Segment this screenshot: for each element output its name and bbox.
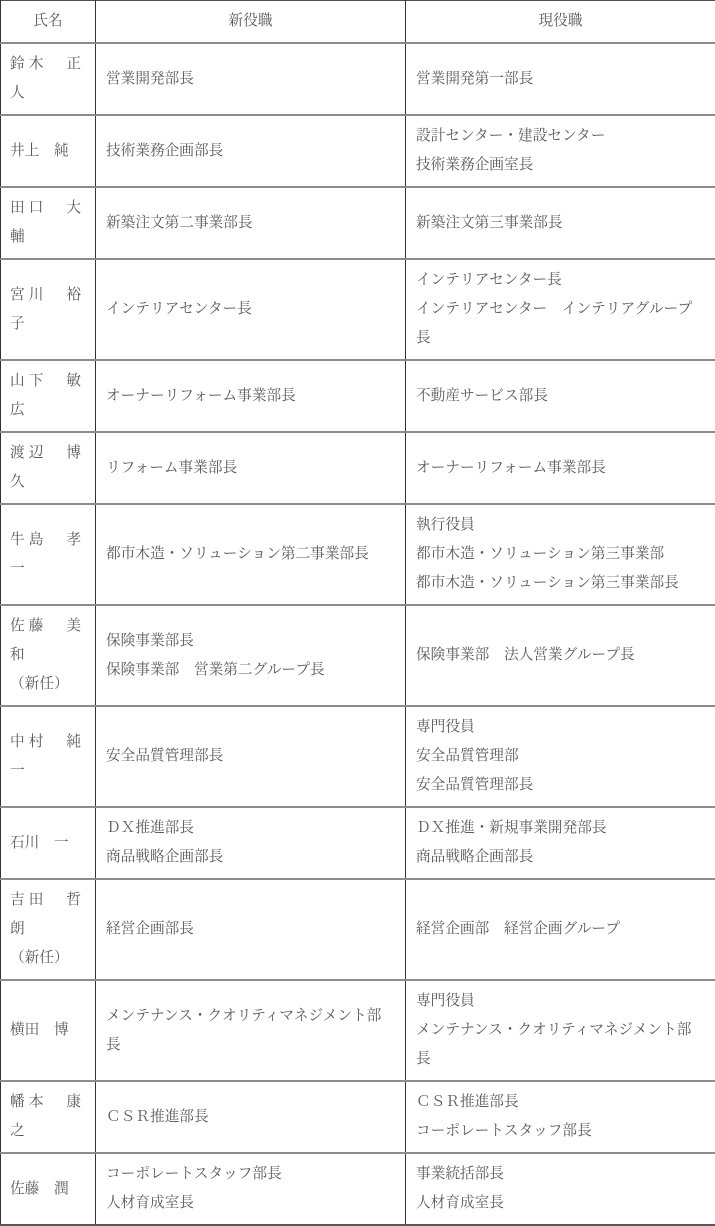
position-line: インテリアセンター長 bbox=[416, 266, 703, 295]
new-position-cell bbox=[96, 43, 406, 115]
table-row bbox=[1, 43, 715, 115]
name-cell bbox=[1, 115, 96, 187]
table-row bbox=[1, 432, 715, 504]
position-line: メンテナンス・クオリティマネジメント部長 bbox=[416, 1016, 703, 1074]
position-line: インテリアセンター インテリアグループ長 bbox=[416, 295, 703, 353]
name-cell bbox=[1, 807, 96, 879]
person-name: 石川 一 bbox=[10, 829, 81, 858]
position-line: 技術業務企画室長 bbox=[416, 151, 703, 180]
current-position-cell bbox=[406, 187, 715, 259]
person-name: 宮川 裕子 bbox=[10, 281, 81, 339]
new-position-cell bbox=[96, 187, 406, 259]
person-name: 渡辺 博久 bbox=[10, 439, 81, 497]
position-line: 保険事業部 法人営業グループ長 bbox=[416, 641, 703, 670]
position-line: 事業統括部長 bbox=[416, 1160, 703, 1189]
new-position-cell bbox=[96, 605, 406, 706]
position-line: 商品戦略企画部長 bbox=[106, 843, 393, 872]
table-row bbox=[1, 360, 715, 432]
person-name: 佐藤 潤 bbox=[10, 1175, 81, 1204]
position-line: 人材育成室長 bbox=[106, 1189, 393, 1218]
position-line: ＤＸ推進部長 bbox=[106, 814, 393, 843]
position-line: 不動産サービス部長 bbox=[416, 382, 703, 411]
position-line: 人材育成室長 bbox=[416, 1189, 703, 1218]
position-line: 都市木造・ソリューション第三事業部 bbox=[416, 540, 703, 569]
new-appointment-note: （新任） bbox=[10, 944, 81, 973]
header-row bbox=[1, 1, 715, 44]
position-line: インテリアセンター長 bbox=[106, 295, 393, 324]
position-line: リフォーム事業部長 bbox=[106, 454, 393, 483]
table-body bbox=[1, 43, 715, 1225]
person-name: 山下 敏広 bbox=[10, 367, 81, 425]
header-name: 氏名 bbox=[1, 1, 96, 44]
person-name: 牛島 孝一 bbox=[10, 526, 81, 584]
position-line: 都市木造・ソリューション第三事業部長 bbox=[416, 569, 703, 598]
current-position-cell bbox=[406, 504, 715, 605]
name-cell bbox=[1, 504, 96, 605]
person-name: 田口 大輔 bbox=[10, 194, 81, 252]
table-row bbox=[1, 115, 715, 187]
table-row bbox=[1, 879, 715, 980]
table-row bbox=[1, 1153, 715, 1225]
current-position-cell bbox=[406, 807, 715, 879]
position-line: 経営企画部長 bbox=[106, 915, 393, 944]
name-cell bbox=[1, 43, 96, 115]
new-position-cell bbox=[96, 980, 406, 1081]
current-position-cell bbox=[406, 115, 715, 187]
name-cell bbox=[1, 360, 96, 432]
person-name: 中村 純一 bbox=[10, 728, 81, 786]
table-row bbox=[1, 980, 715, 1081]
position-line: 専門役員 bbox=[416, 987, 703, 1016]
name-cell bbox=[1, 1153, 96, 1225]
position-line: 新築注文第三事業部長 bbox=[416, 209, 703, 238]
current-position-cell bbox=[406, 706, 715, 807]
table-row bbox=[1, 706, 715, 807]
position-line: 技術業務企画部長 bbox=[106, 137, 393, 166]
name-cell bbox=[1, 980, 96, 1081]
position-line: ＣＳＲ推進部長 bbox=[416, 1088, 703, 1117]
new-position-cell bbox=[96, 807, 406, 879]
position-line: オーナーリフォーム事業部長 bbox=[416, 454, 703, 483]
position-line: 設計センター・建設センター bbox=[416, 122, 703, 151]
name-cell bbox=[1, 187, 96, 259]
table-row bbox=[1, 605, 715, 706]
person-name: 佐藤 美和 bbox=[10, 612, 81, 670]
position-line: 経営企画部 経営企画グループ bbox=[416, 915, 703, 944]
new-position-cell bbox=[96, 115, 406, 187]
header-new-position: 新役職 bbox=[96, 1, 406, 44]
new-position-cell bbox=[96, 432, 406, 504]
current-position-cell bbox=[406, 1153, 715, 1225]
position-line: 営業開発部長 bbox=[106, 65, 393, 94]
person-name: 吉田 哲朗 bbox=[10, 886, 81, 944]
name-cell bbox=[1, 432, 96, 504]
new-position-cell bbox=[96, 879, 406, 980]
table-row bbox=[1, 259, 715, 360]
position-line: コーポレートスタッフ部長 bbox=[416, 1117, 703, 1146]
name-cell bbox=[1, 1081, 96, 1153]
new-appointment-note: （新任） bbox=[10, 670, 81, 699]
table-header bbox=[1, 1, 715, 44]
new-position-cell bbox=[96, 1153, 406, 1225]
position-line: 都市木造・ソリューション第二事業部長 bbox=[106, 540, 393, 569]
position-line: コーポレートスタッフ部長 bbox=[106, 1160, 393, 1189]
current-position-cell bbox=[406, 360, 715, 432]
position-line: 営業開発第一部長 bbox=[416, 65, 703, 94]
table-row bbox=[1, 504, 715, 605]
position-line: 安全品質管理部長 bbox=[106, 742, 393, 771]
name-cell bbox=[1, 879, 96, 980]
name-cell bbox=[1, 259, 96, 360]
person-name: 幡本 康之 bbox=[10, 1088, 81, 1146]
person-name: 鈴木 正人 bbox=[10, 50, 81, 108]
table-row bbox=[1, 187, 715, 259]
current-position-cell bbox=[406, 980, 715, 1081]
header-current-position: 現役職 bbox=[406, 1, 715, 44]
current-position-cell bbox=[406, 43, 715, 115]
new-position-cell bbox=[96, 706, 406, 807]
new-position-cell bbox=[96, 1081, 406, 1153]
position-line: 保険事業部 営業第二グループ長 bbox=[106, 656, 393, 685]
position-line: 新築注文第二事業部長 bbox=[106, 209, 393, 238]
position-line: ＤＸ推進・新規事業開発部長 bbox=[416, 814, 703, 843]
current-position-cell bbox=[406, 259, 715, 360]
current-position-cell bbox=[406, 605, 715, 706]
position-line: 安全品質管理部長 bbox=[416, 771, 703, 800]
position-line: 商品戦略企画部長 bbox=[416, 843, 703, 872]
current-position-cell bbox=[406, 1081, 715, 1153]
new-position-cell bbox=[96, 504, 406, 605]
position-line: 保険事業部長 bbox=[106, 627, 393, 656]
position-line: 安全品質管理部 bbox=[416, 742, 703, 771]
current-position-cell bbox=[406, 879, 715, 980]
position-line: 専門役員 bbox=[416, 713, 703, 742]
name-cell bbox=[1, 706, 96, 807]
name-cell bbox=[1, 605, 96, 706]
current-position-cell bbox=[406, 432, 715, 504]
new-position-cell bbox=[96, 259, 406, 360]
person-name: 井上 純 bbox=[10, 137, 81, 166]
position-line: ＣＳＲ推進部長 bbox=[106, 1103, 393, 1132]
table-row bbox=[1, 1081, 715, 1153]
position-line: オーナーリフォーム事業部長 bbox=[106, 382, 393, 411]
new-position-cell bbox=[96, 360, 406, 432]
position-line: メンテナンス・クオリティマネジメント部長 bbox=[106, 1002, 393, 1060]
person-name: 横田 博 bbox=[10, 1016, 81, 1045]
table-row bbox=[1, 807, 715, 879]
position-line: 執行役員 bbox=[416, 511, 703, 540]
